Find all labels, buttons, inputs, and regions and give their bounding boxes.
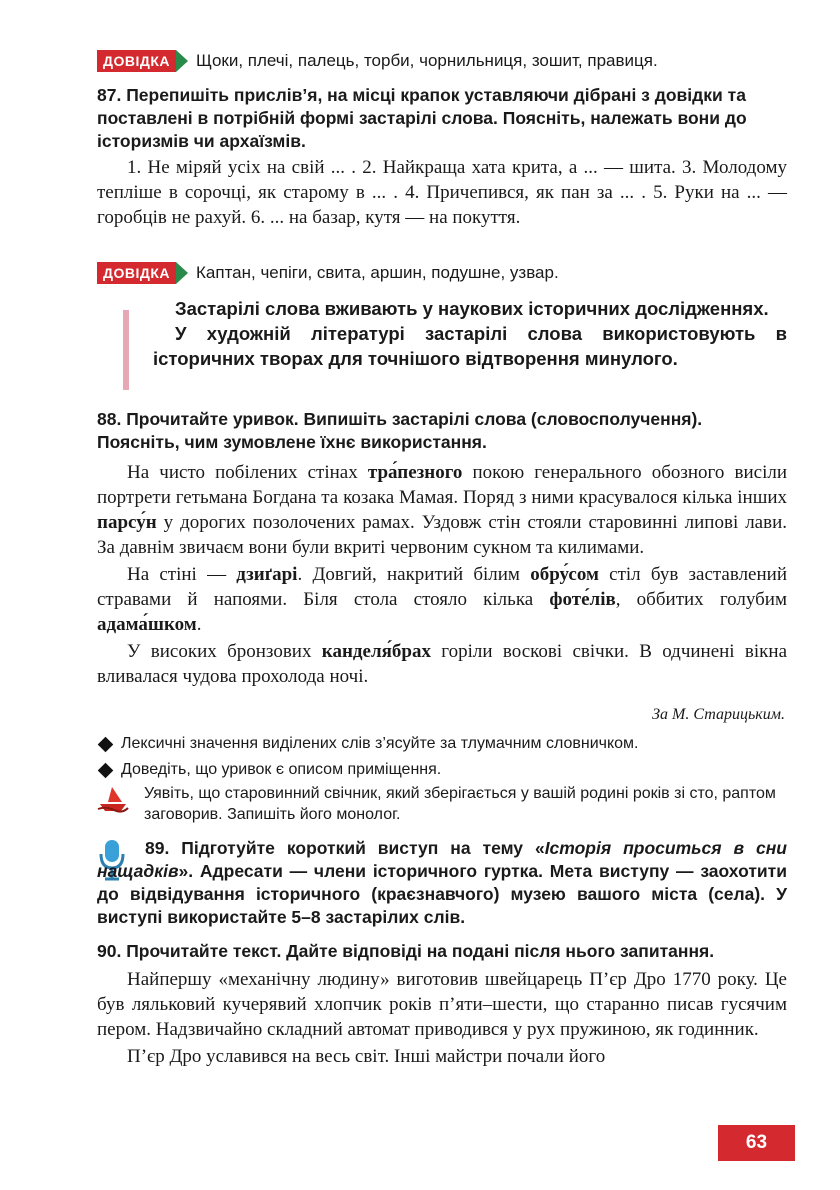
bullet-text: Лексичні значення виділених слів з’ясуйте за тлумачним словничком. <box>121 735 639 752</box>
excerpt-paragraph-1 <box>97 460 787 560</box>
text-run: ». Адресати — члени історичного гуртка. Мета виступу — заохотити до відвідування історичного (краєзнавчого) музею вашого міста (села). У виступі використайте 5–8 застарілих слів. <box>97 861 787 927</box>
text-run: . Довгий, накритий білим <box>297 564 531 585</box>
bullet-item-1 <box>100 735 638 753</box>
topic-italic: Історія проситься в сни нащадків <box>97 838 787 881</box>
excerpt-author: За М. Старицьким. <box>652 706 785 723</box>
text-run: стіл був заставлений стравами й напоями. Біля стола стояло кілька <box>97 564 787 610</box>
diamond-bullet-icon <box>98 736 114 752</box>
bullet-item-2 <box>100 761 441 779</box>
highlighted-word: дзиґарі <box>236 564 298 585</box>
reference-tag: ДОВІДКА <box>97 50 176 72</box>
text-run: 89. Підготуйте короткий виступ на тему « <box>145 838 545 858</box>
page-number: 63 <box>718 1125 795 1161</box>
highlighted-word: тра́пезного <box>367 462 463 483</box>
arrow-icon <box>176 262 188 284</box>
text-run: , оббитих голубим <box>615 589 787 610</box>
excerpt-paragraph-2 <box>97 562 787 637</box>
task-87-proverbs: 1. Не міряй усіх на свій ... . 2. Найкраща хата крита, а ... — шита. 3. Молодому тепліше в сорочці, як старому в ... . 4. Причепився, як пан за ... . 5. Руки на ... — горобців не рахуй. 6. ... на базар, кутя — на покуття. <box>97 157 787 228</box>
bullet-text: Доведіть, що уривок є описом приміщення. <box>121 761 442 778</box>
sailboat-icon <box>96 784 130 814</box>
highlighted-word: адама́шком <box>97 614 197 635</box>
task-87-text <box>97 155 787 230</box>
text-run: На чисто побілених стінах <box>127 462 368 483</box>
reference-box-1 <box>97 50 658 72</box>
highlighted-word: канделя́брах <box>321 641 431 662</box>
reference-text: Щоки, плечі, палець, торби, чорнильниця, зошит, правиця. <box>196 51 658 70</box>
reference-box-2 <box>97 262 559 284</box>
rule-paragraph-2: У художній літературі застарілі слова використовують в історичних творах для точнішого відтворення минулого. <box>153 323 787 369</box>
creative-task-text: Уявіть, що старовинний свічник, який зберігається у вашій родині років зі сто, раптом заговорив. Запишіть його монолог. <box>144 785 776 823</box>
rule-text <box>153 296 787 371</box>
rule-box <box>123 296 787 371</box>
text-run: у дорогих позолочених рамах. Уздовж стін стояли старовинні липові лави. За давнім звичаєм вони були вкриті червоним сукном та килимами. <box>97 512 787 558</box>
reference-tag: ДОВІДКА <box>97 262 176 284</box>
task-90-text <box>97 967 787 1069</box>
task-90-paragraph-2: П’єр Дро уславився на весь світ. Інші майстри почали його <box>127 1046 606 1067</box>
highlighted-word: фоте́лів <box>549 589 616 610</box>
task-87-heading: 87. Перепишіть прислів’я, на місці крапок уставляючи дібрані з довідки та поставлені в потрібній формі застарілі слова. Поясніть, належать вони до історизмів чи архаїзмів. <box>97 85 747 151</box>
text-run: . <box>196 614 202 635</box>
arrow-icon <box>176 50 188 72</box>
text-run: На стіні — <box>127 564 237 585</box>
excerpt-paragraph-3 <box>97 639 787 689</box>
text-run: горіли воскові свічки. В одчинені вікна вливалася чудова прохолода ночі. <box>97 641 788 687</box>
highlighted-word: обру́сом <box>530 564 599 585</box>
task-90-heading: 90. Прочитайте текст. Дайте відповіді на подані після нього запитання. <box>97 941 715 961</box>
rule-bar <box>123 310 129 390</box>
task-90-paragraph-1: Найпершу «механічну людину» виготовив швейцарець П’єр Дро 1770 року. Це був ляльковий кучерявий хлопчик років п’яти–шести, що старанно писав гусячим пером. Надзвичайно складний автомат приводився у рух пружиною, як годинник. <box>97 969 787 1040</box>
reference-text: Каптан, чепіги, свита, аршин, подушне, узвар. <box>196 263 559 282</box>
task-88-excerpt <box>97 460 787 689</box>
task-88-heading: 88. Прочитайте уривок. Випишіть застарілі слова (словосполучення). Поясніть, чим зумовлене їхнє використання. <box>97 409 703 452</box>
rule-paragraph-1: Застарілі слова вживають у наукових історичних дослідженнях. <box>175 298 769 319</box>
highlighted-word: парсу́н <box>97 512 157 533</box>
diamond-bullet-icon <box>98 762 114 778</box>
text-run: У високих бронзових <box>127 641 322 662</box>
task-89 <box>97 837 787 929</box>
text-run: покою генерального обозного висіли портрети гетьмана Богдана та козака Мамая. Поряд з ними красувалося кілька інших <box>97 462 787 508</box>
